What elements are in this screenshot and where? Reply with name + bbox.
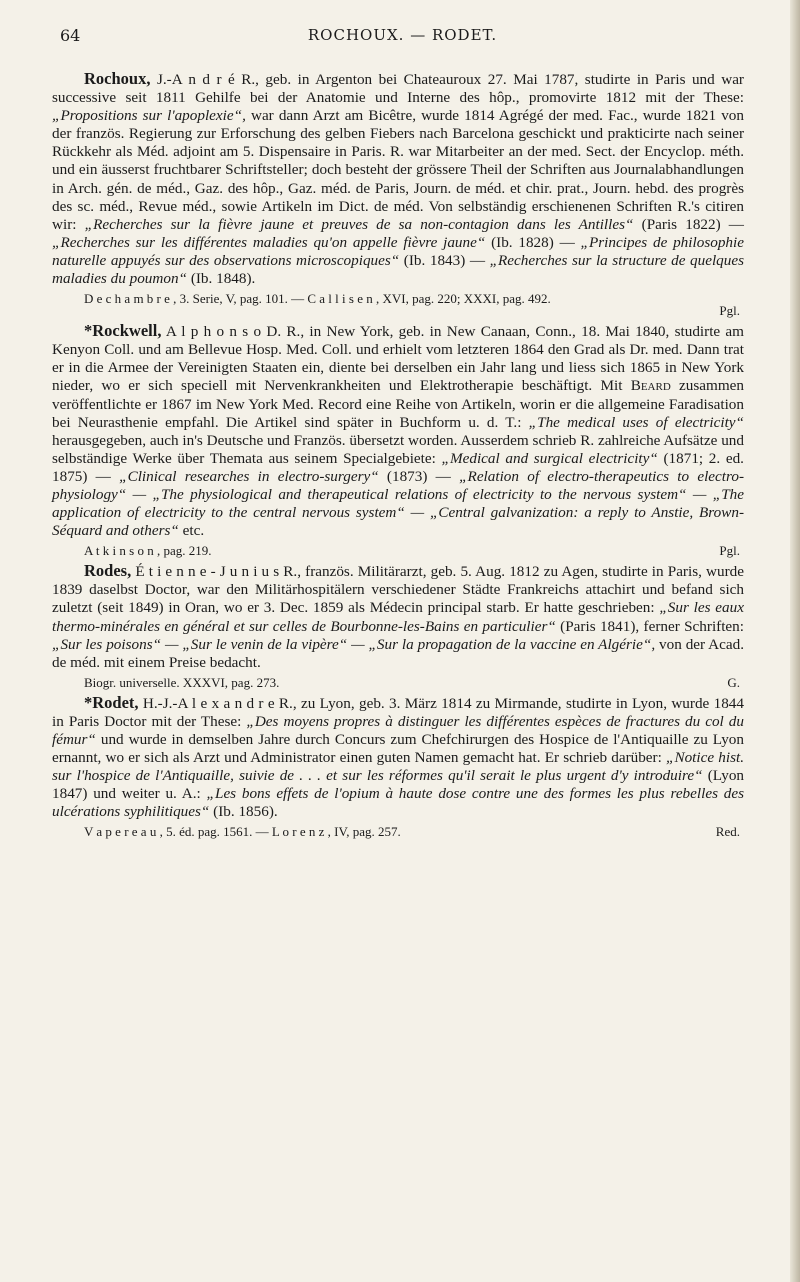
work-title: „Notice hist. sur l'hospice de l'Antiquaille, suivie de . . . et sur les réformes qu'il serait le plus urgent d'y introduire“ — [52, 749, 744, 785]
page-header — [60, 26, 745, 50]
entry-text: É t i e n n e - J u n i u s R., französ. Militärarzt, geb. 5. Aug. 1812 zu Agen, studirte in Paris, wurde 1839 daselbst Doctor, war den Militärhospitälern verschiedener Städte Frankreichs attachirt und befand sich zuletzt (seit 1849) in Oran, wo er 3. Dec. 1859 als Médecin principal starb. Er hatte geschrieben: — [52, 563, 744, 617]
work-title: „Sur les poisons“ — „Sur le venin de la vipère“ — „Sur la propagation de la vaccine en Algérie“, — [52, 635, 656, 653]
work-title: „Recherches sur les différentes maladies qu'on appelle fièvre jaune“ — [52, 233, 486, 251]
entry-text: (1871; 2. ed. 1875) — — [52, 449, 744, 485]
entry-signature: G. — [727, 674, 740, 690]
entry-text: (Paris 1822) — — [633, 215, 744, 233]
entry-text: A l p h o n s o D. R., in New York, geb. in New Canaan, Conn., 18. Mai 1840, studirte am Kenyon Coll. und am Bellevue Hosp. Med. Coll. und erhielt vom letzteren 1864 den Grad als Dr. med. Dann trat er in die Armee der Vereinigten Staaten ein, diente bei derselben ein Jahr lang und liess sich 1865 in New York nieder, wo er sich speciell mit Nervenkrankheiten und Elektrotherapie beschäftigt. Mit — [52, 323, 744, 395]
source-reference: D e c h a m b r e , 3. Serie, V, pag. 101. — C a l l i s e n , XVI, pag. 220; XXXI, pag. 492. — [84, 291, 551, 307]
entry-text: etc. — [178, 522, 205, 540]
entry-text: (Paris 1841), ferner Schriften: — [555, 617, 744, 635]
entry-source — [52, 824, 744, 840]
work-title: „Clinical researches in electro-surgery“ — [119, 467, 379, 485]
work-title: „Sur les eaux thermo-minérales en général et sur celles de Bourbonne-les-Bains en particulier“ — [52, 599, 744, 635]
entry-signature: Pgl. — [719, 543, 740, 559]
entry-source — [52, 543, 744, 559]
entry-text: (Lyon 1847) und weiter u. A.: — [52, 767, 745, 803]
page-number: 64 — [60, 26, 81, 45]
entry-signature: Red. — [715, 824, 740, 840]
work-title: „Principes de philosophie naturelle appuyés sur des observations microscopiques“ — [52, 233, 744, 269]
work-title: „The medical uses of electricity“ — [528, 413, 744, 431]
entry-rodes — [52, 562, 744, 672]
page-spine-edge — [790, 0, 800, 1282]
work-title: „Des moyens propres à distinguer les différentes espèces de fractures du col du fémur“ — [52, 712, 744, 748]
entry-name: Rochoux, — [84, 69, 151, 88]
entry-text: (Ib. 1828) — — [485, 233, 581, 251]
entry-text: war dann Arzt am Bicêtre, wurde 1814 Agrégé der med. Fac., wurde 1821 von der französ. Regierung zur Erforschung des gelben Fiebers nach Barcelona geschickt und prakticirte nach seiner Rückkehr als Méd. adjoint am 5. Dispensaire in Paris. R. war Mitarbeiter an der med. Sect. der Encyclop. méth. und ein äusserst fruchtbarer Schriftsteller; doch besteht der grössere Theil der Schriften aus Journalabhandlungen in Arch. gén. de méd., Gaz. des hôp., Gaz. méd. de Paris, Journ. de méd. et chir. prat., Journ. hebd. des progrès des sc. méd., Revue méd., sowie Artikeln im Dict. de méd. Von selbständig erschienenen Schriften R.'s citiren wir: — [52, 107, 744, 233]
entry-text: J.-A n d r é R., geb. in Argenton bei Chateauroux 27. Mai 1787, studirte in Paris und war successive seit 1811 Gehilfe bei der Anatomie und Interne des hôp., promovirte 1812 mit der These: — [52, 71, 744, 107]
source-reference: A t k i n s o n , pag. 219. — [84, 543, 212, 559]
entry-rockwell — [52, 322, 744, 540]
entry-text: (1873) — — [378, 467, 460, 485]
source-reference: V a p e r e a u , 5. éd. pag. 1561. — L o r e n z , IV, pag. 257. — [84, 824, 401, 840]
entry-text: herausgegeben, auch in's Deutsche und Französ. übersetzt worden. Ausserdem schrieb R. zahlreiche Aufsätze und selbständige Werke über Themata aus seinem Specialgebiete: — [52, 431, 744, 467]
work-title: „Medical and surgical electricity“ — [441, 449, 658, 467]
entry-text: (Ib. 1856). — [209, 803, 278, 821]
entry-rochoux — [52, 70, 744, 288]
entry-text: und wurde in demselben Jahre durch Concurs zum Chefchirurgen des Hospice de l'Antiquaille zu Lyon ernannt, wo er sich als Arzt und Administrator einen guten Namen gemacht hat. Er schrieb darüber: — [52, 731, 744, 767]
entry-name: Rodes, — [84, 561, 132, 581]
entry-text: (Ib. 1843) — — [399, 251, 490, 269]
entry-text: von der Acad. de méd. mit einem Preise bedacht. — [52, 635, 744, 671]
page-body — [52, 70, 744, 843]
entry-name: *Rockwell, — [84, 321, 162, 341]
entry-text: H.-J.-A l e x a n d r e R., zu Lyon, geb. 3. März 1814 zu Mirmande, studirte in Lyon, wurde 1844 in Paris Doctor mit der These: — [52, 694, 744, 730]
work-title: „Propositions sur l'apoplexie“, — [52, 107, 246, 125]
work-title: „Recherches sur la fièvre jaune et preuves de sa non-contagion dans les Antilles“ — [84, 215, 634, 233]
entry-text: (Ib. 1848). — [187, 270, 256, 288]
entry-text: zusammen veröffentlichte er 1867 im New York Med. Record eine Reihe von Artikeln, worin er die allgemeine Faradisation bei Neurasthenie empfahl. Die Artikel sind später in Buchform u. d. T.: — [52, 377, 744, 431]
entry-rodet — [52, 694, 744, 822]
work-title: „Les bons effets de l'opium à haute dose contre une des formes les plus rebelles des ulcérations syphilitiques“ — [52, 785, 744, 821]
entry-signature: Pgl. — [719, 303, 740, 319]
author-smallcaps: Beard — [630, 377, 671, 395]
source-reference: Biogr. universelle. XXXVI, pag. 273. — [84, 674, 280, 690]
work-title: „Recherches sur la structure de quelques maladies du poumon“ — [52, 251, 744, 288]
entry-name: *Rodet, — [84, 692, 139, 712]
work-title: „Relation of electro-therapeutics to electro-physiology“ — „The physiological and therapeutical relations of electricity to the nervous system“ — „The application of electricity to the central nervous system“ — „Central galvanization: a reply to Anstie, Brown-Séquard and others“ — [52, 467, 745, 540]
running-head: ROCHOUX. — RODET. — [307, 26, 498, 44]
entry-source — [52, 675, 744, 691]
